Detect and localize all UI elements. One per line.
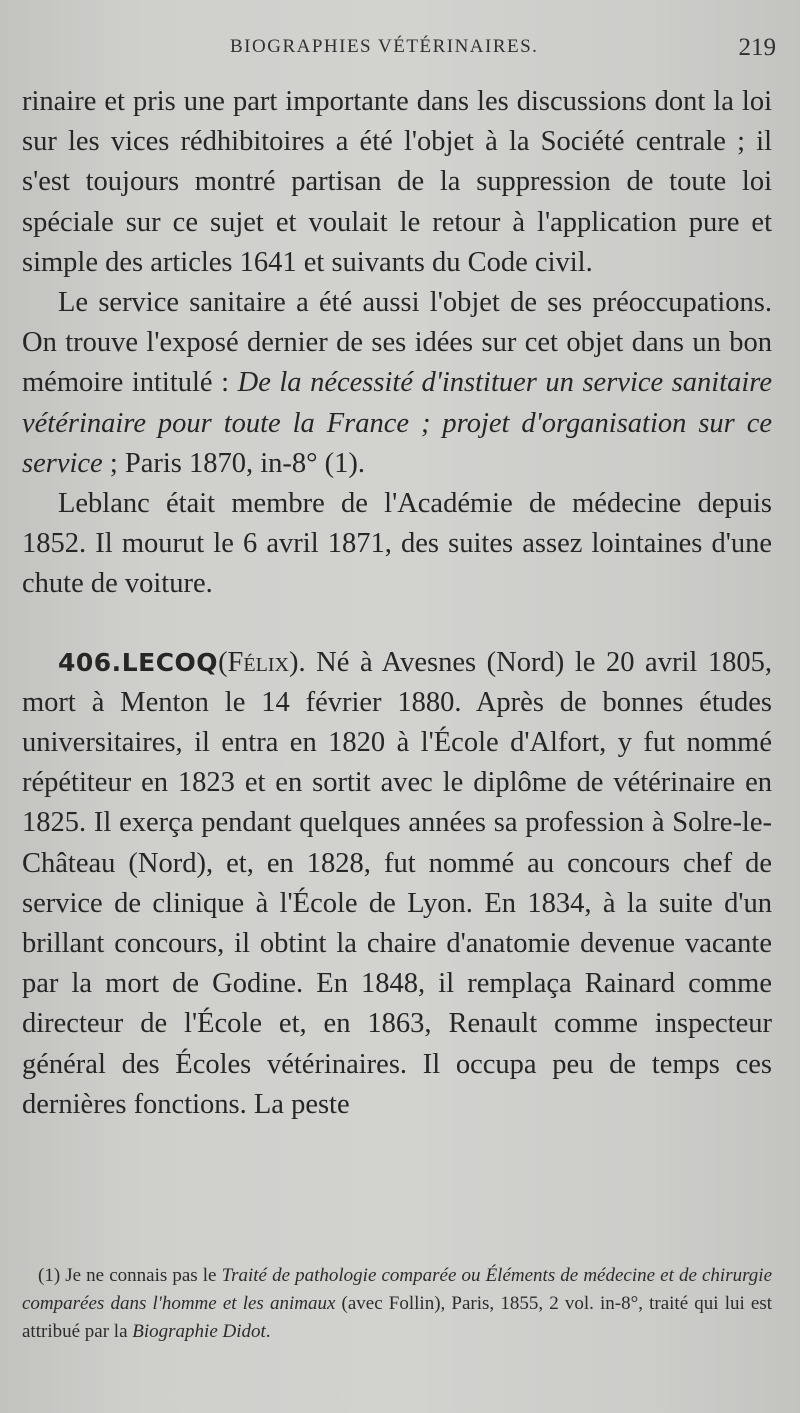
page-number: 219 [738, 34, 776, 61]
paragraph-text: ; Paris 1870, in-8° (1). [102, 447, 366, 479]
entry-separator [22, 605, 772, 643]
footnote-text: Je ne connais pas le [60, 1265, 222, 1286]
body-text [22, 82, 772, 1125]
paragraph-continuation: rinaire et pris une part importante dans les discussions dont la loi sur les vices rédhibitoires a été l'objet à la Société centrale ; il s'est toujours montré partisan de la suppression de toute loi spéciale sur ce sujet et voulait le retour à l'application pure et simple des articles 1641 et suivants du Code civil. [22, 86, 772, 278]
footnote-source: Biographie Didot [132, 1321, 266, 1342]
memoir-title: De la nécessité d'instituer un service sanitaire vétérinaire pour toute la France ; projet d'organisation sur ce service [22, 367, 772, 479]
entry-given-name: (Félix) [218, 646, 299, 678]
footnote-text: (avec Follin), Paris, 1855, 2 vol. in-8°, traité qui lui est attribué par la [22, 1293, 773, 1342]
paragraph-academy: Leblanc était membre de l'Académie de médecine depuis 1852. Il mourut le 6 avril 1871, des suites assez lointaines d'une chute de voiture. [22, 488, 772, 600]
paragraph-sanitary-service [22, 283, 772, 484]
footnote-text: . [265, 1321, 271, 1342]
running-head [0, 34, 800, 68]
paragraph-text: Le service sanitaire a été aussi l'objet de ses préoccupations. On trouve l'exposé dernier de ses idées sur cet objet dans un bon mémoire intitulé : [22, 287, 772, 399]
entry-number: 406. [58, 647, 122, 677]
entry-surname: LECOQ [121, 647, 219, 677]
entry-406-lecoq [22, 643, 772, 1125]
footnote-book-title: Traité de pathologie comparée ou Éléments de médecine et de chirurgie comparées dans l'homme et les animaux [22, 1265, 773, 1314]
running-title: BIOGRAPHIES VÉTÉRINAIRES. [230, 36, 539, 57]
entry-text: . Né à Avesnes (Nord) le 20 avril 1805, mort à Menton le 14 février 1880. Après de bonnes études universitaires, il entra en 1820 à l'École d'Alfort, y fut nommé répétiteur en 1823 et en sortit avec le diplôme de vétérinaire en 1825. Il exerça pendant quelques années sa profession à Solre-le-Château (Nord), et, en 1828, fut nommé au concours chef de service de clinique à l'École de Lyon. En 1834, à la suite d'un brillant concours, il obtint la chaire d'anatomie devenue vacante par la mort de Godine. En 1848, il remplaça Rainard comme directeur de l'École et, en 1863, Renault comme inspecteur général des Écoles vétérinaires. Il occupa peu de temps ces dernières fonctions. La peste [22, 646, 772, 1120]
footnote-1 [22, 1262, 772, 1346]
footnotes [22, 1262, 772, 1346]
footnote-marker: (1) [38, 1265, 61, 1286]
